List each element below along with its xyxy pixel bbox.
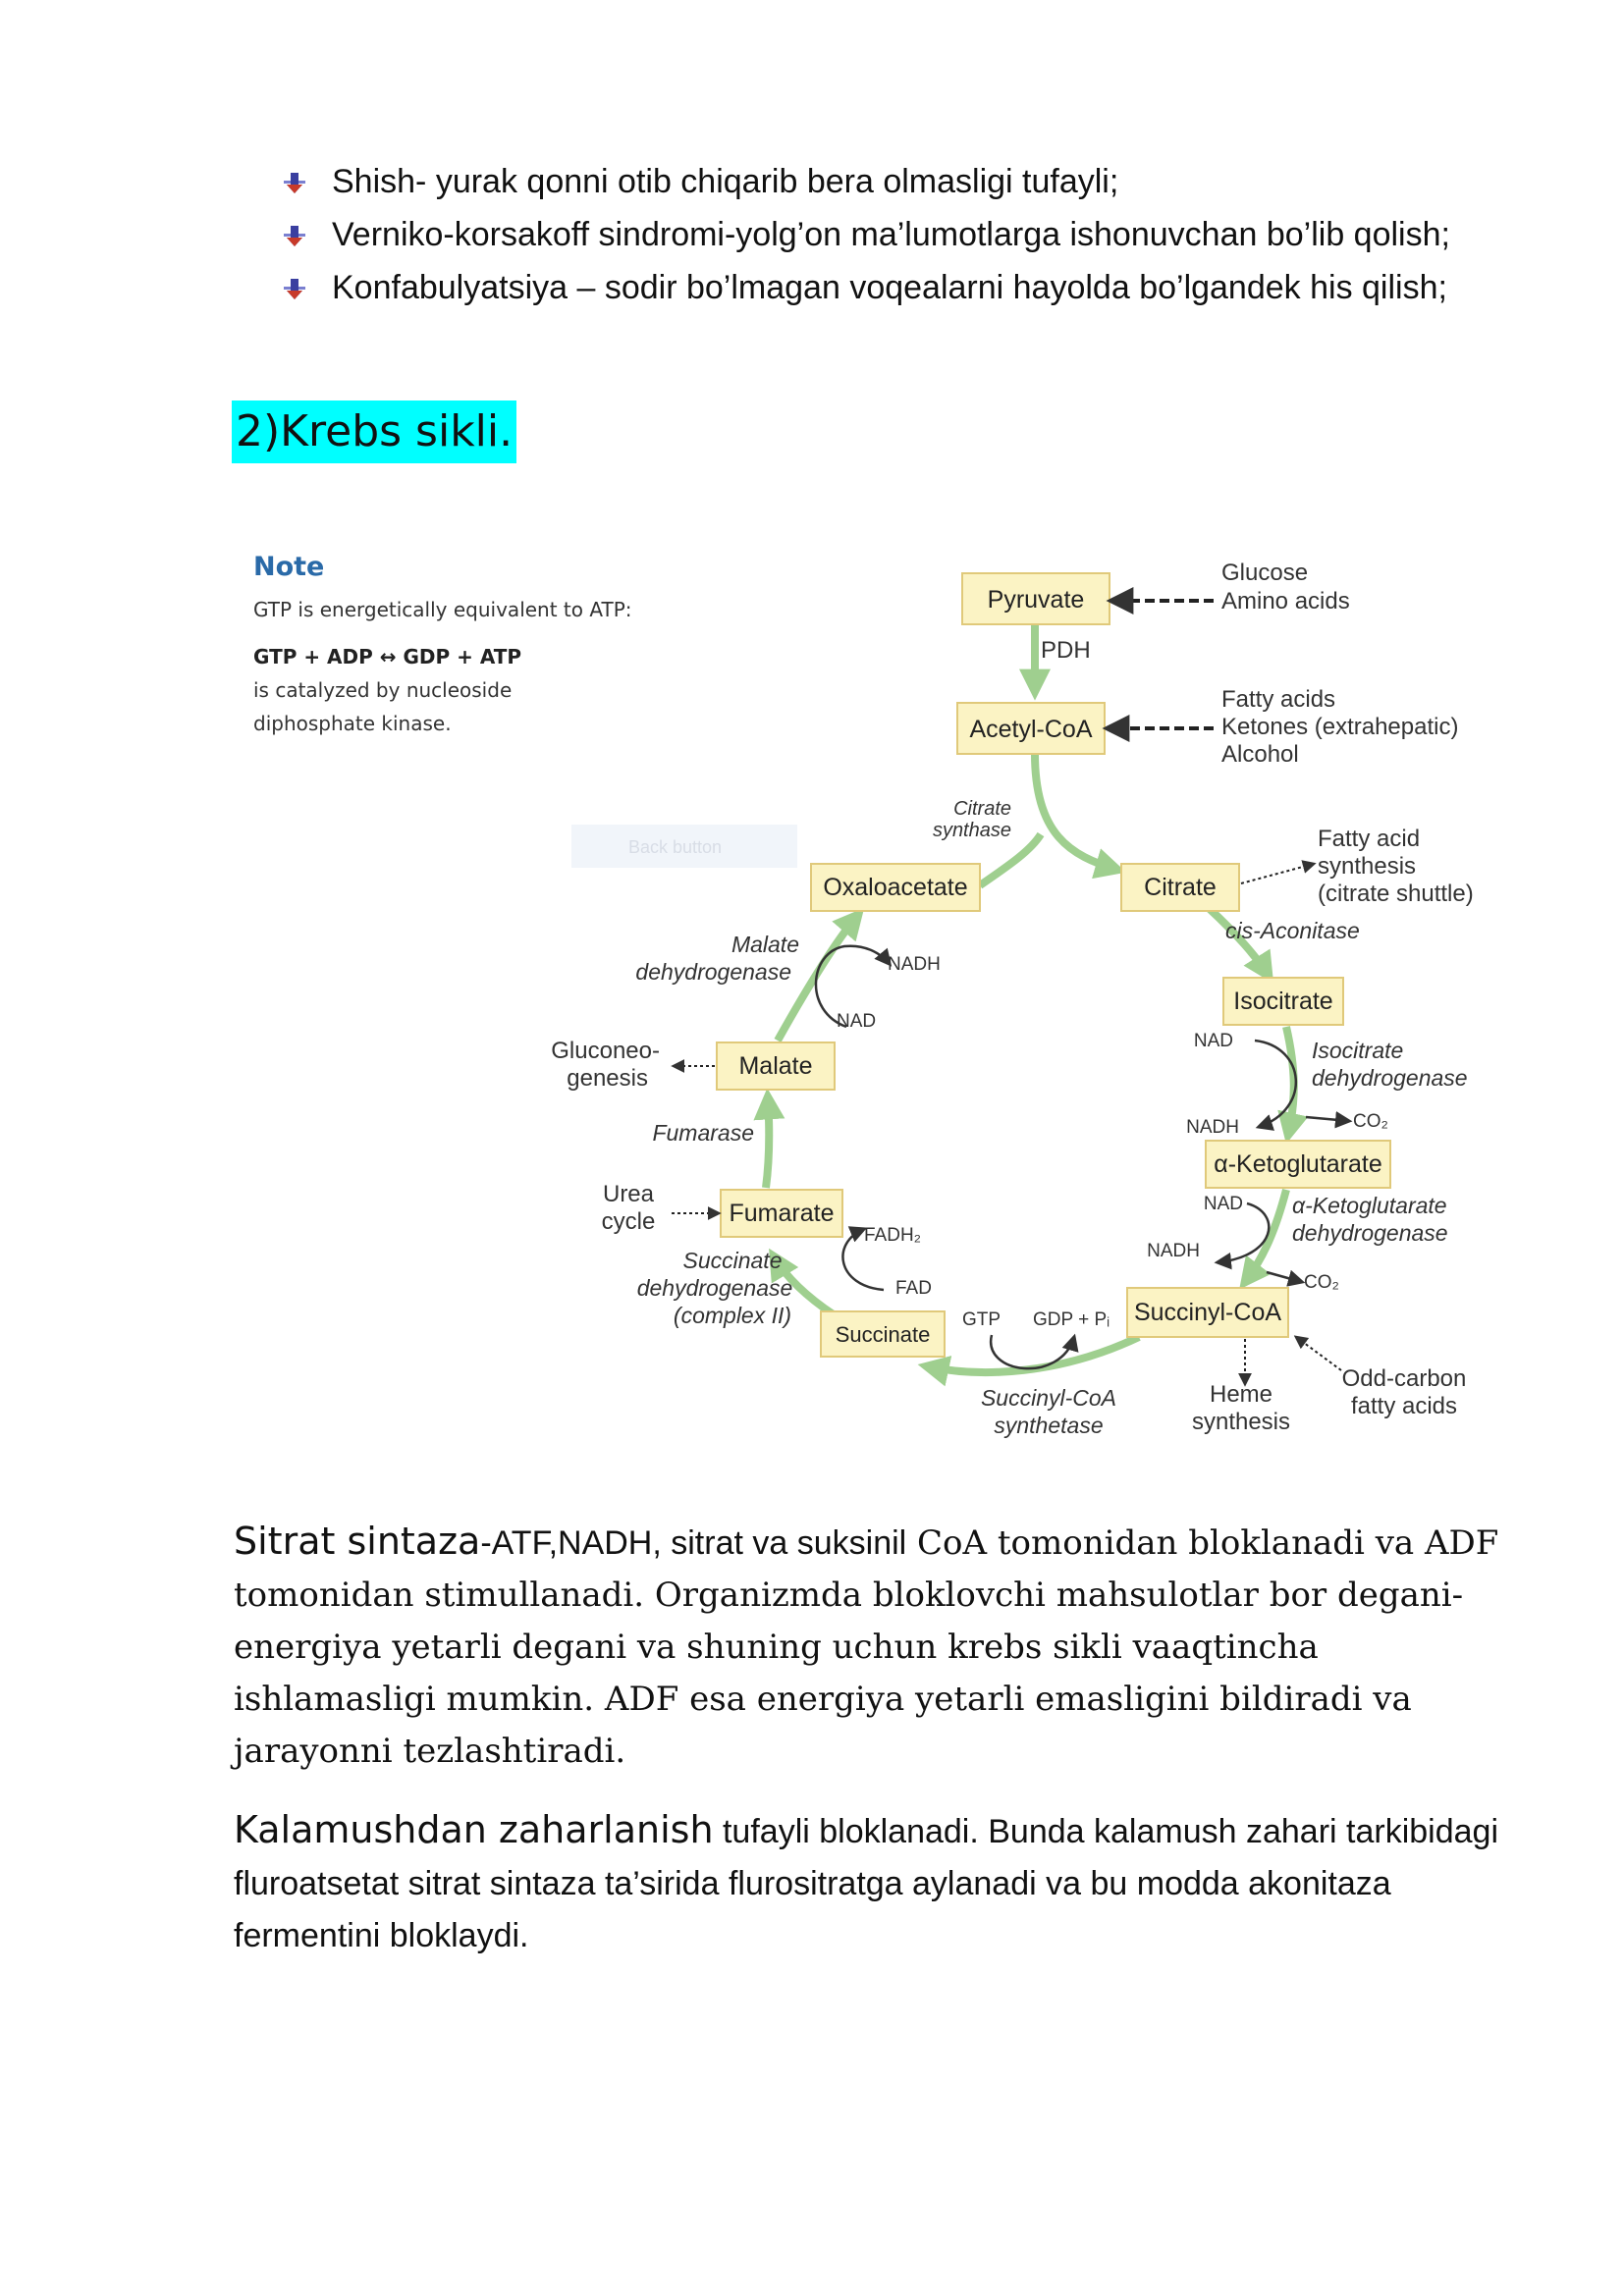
isocitrate-label: Isocitrate: [1233, 988, 1333, 1015]
section-heading: 2)Krebs sikli.: [232, 400, 516, 463]
isocitrate-nad-label: NAD: [1193, 1031, 1233, 1051]
alcohol-label: Alcohol: [1221, 741, 1299, 768]
succinyl-coa-synthetase-arrow: [927, 1337, 1139, 1372]
gdp-pi-label: GDP + Pᵢ: [1033, 1309, 1110, 1330]
fatty-acid-synthesis-label: synthesis: [1318, 853, 1417, 880]
pyruvate-label: Pyruvate: [987, 586, 1085, 614]
amino-acids-label: Amino acids: [1221, 588, 1350, 614]
back-button-label: Back button: [628, 837, 723, 857]
fatty-acid-synthesis-label: Fatty acid: [1318, 826, 1421, 852]
malate-dh-label: dehydrogenase: [635, 959, 791, 985]
krebs-cycle-figure: [232, 520, 1508, 1463]
citrate-label: Citrate: [1144, 874, 1217, 901]
urea-cycle-label: cycle: [601, 1208, 656, 1235]
arrow-down-bullet-icon: [283, 277, 306, 300]
paragraph-text: tufayli bloklanadi. Bunda kalamush zahari tarkibidagi fluroatsetat sitrat sintaza ta’sirida flurositratga aylanadi va bu modda akonitaza fermentini bloklaydi.: [234, 1813, 1498, 1954]
fatty-acids-label: Fatty acids: [1221, 686, 1336, 713]
odd-carbon-label: fatty acids: [1350, 1393, 1458, 1419]
bullet-text: Shish- yurak qonni otib chiqarib bera olmasligi tufayli;: [332, 163, 1119, 200]
fatty-acid-synthesis-label: (citrate shuttle): [1318, 881, 1474, 907]
succinyl-coa-label: Succinyl-CoA: [1133, 1299, 1282, 1326]
succinate-box: [821, 1311, 945, 1357]
akg-dh-label: dehydrogenase: [1292, 1220, 1448, 1246]
gtp-label: GTP: [962, 1309, 1001, 1330]
note-line: GTP is energetically equivalent to ATP:: [253, 598, 632, 621]
gluconeogenesis-label: genesis: [567, 1065, 648, 1092]
fadh2-label: FADH₂: [864, 1225, 922, 1246]
isocitrate-box: [1223, 978, 1343, 1025]
malate-label: Malate: [738, 1052, 813, 1080]
heme-synthesis-label: synthesis: [1191, 1409, 1291, 1435]
isocitrate-dh-label: Isocitrate: [1312, 1038, 1404, 1063]
fad-label: FAD: [895, 1278, 932, 1299]
arrow-down-bullet-icon: [283, 224, 306, 247]
note-title: Note: [253, 552, 325, 582]
krebs-cycle-diagram: [232, 520, 1508, 1463]
urea-cycle-label: Urea: [602, 1181, 655, 1207]
paragraph-lead: Kalamushdan zaharlanish: [234, 1808, 714, 1851]
isocitrate-co2-arrow: [1306, 1117, 1349, 1121]
citrate-synthase-paragraph: [234, 1516, 1510, 1778]
isocitrate-dh-label: dehydrogenase: [1312, 1065, 1468, 1091]
malate-nadh-label: NADH: [888, 954, 941, 975]
oxaloacetate-label: Oxaloacetate: [823, 874, 968, 901]
isocitrate-nadh-label: NADH: [1186, 1117, 1239, 1138]
paragraph-text: -ATF,NADH, sitrat va suksinil: [480, 1524, 907, 1562]
fumarate-label: Fumarate: [729, 1200, 835, 1227]
note-line: diphosphate kinase.: [253, 712, 452, 735]
pyruvate-box: [962, 573, 1110, 624]
citrate-synthase-arrow: [1035, 754, 1117, 870]
list-item: [283, 261, 1520, 314]
list-item: [283, 155, 1520, 208]
citrate-box: [1121, 864, 1239, 911]
succinate-dh-label: Succinate: [682, 1248, 783, 1273]
note-equation: GTP + ADP ↔ GDP + ATP: [253, 645, 522, 668]
succinyl-coa-synthetase-label: synthetase: [994, 1413, 1104, 1438]
citrate-synthase-label: synthase: [932, 820, 1011, 841]
isocitrate-dh-arrow: [1286, 1027, 1294, 1135]
heme-synthesis-label: Heme: [1209, 1381, 1273, 1408]
succinate-dh-label: dehydrogenase: [636, 1275, 793, 1301]
note-line: is catalyzed by nucleoside: [253, 678, 513, 702]
odd-carbon-arrow: [1296, 1337, 1341, 1370]
akg-nadh-label: NADH: [1147, 1241, 1200, 1261]
akg-co2-label: CO₂: [1304, 1272, 1339, 1293]
acetyl-coa-box: [957, 703, 1105, 754]
aketoglutarate-box: [1206, 1141, 1390, 1188]
akg-dh-label: α-Ketoglutarate: [1292, 1193, 1447, 1218]
list-item: [283, 208, 1520, 261]
citrate-shuttle-arrow: [1241, 864, 1314, 883]
bullet-list: [283, 155, 1520, 314]
oxaloacetate-arrow: [980, 834, 1041, 885]
oxaloacetate-box: [811, 864, 980, 911]
fumarase-label: Fumarase: [652, 1120, 754, 1146]
malate-dh-label: Malate: [731, 932, 799, 957]
ketones-label: Ketones (extrahepatic): [1221, 714, 1459, 740]
acetyl-coa-label: Acetyl-CoA: [969, 716, 1093, 743]
malate-nad-label: NAD: [837, 1011, 877, 1032]
paragraph-lead: Sitrat sintaza: [234, 1520, 481, 1563]
aketoglutarate-label: α-Ketoglutarate: [1214, 1150, 1382, 1178]
akg-co2-arrow: [1267, 1272, 1302, 1282]
succinyl-coa-synthetase-label: Succinyl-CoA: [980, 1385, 1117, 1411]
malate-box: [717, 1042, 835, 1090]
paragraph-text: CoA tomonidan bloklanadi va ADF tomonidan stimullanadi. Organizmda bloklovchi mahsulotlar bor degani-energiya yetarli degani va shuning uchun krebs sikli vaaqtincha ishlamasligi mumkin. ADF esa energiya yetarli emasligini bildiradi va jarayonni tezlashtiradi.: [234, 1523, 1499, 1771]
rat-poison-paragraph: [234, 1804, 1510, 1962]
succinate-label: Succinate: [835, 1322, 931, 1347]
succinyl-coa-box: [1127, 1288, 1288, 1337]
odd-carbon-label: Odd-carbon: [1341, 1365, 1467, 1392]
citrate-synthase-label: Citrate: [953, 798, 1011, 820]
cis-aconitase-label: cis-Aconitase: [1225, 918, 1360, 943]
fumarate-box: [721, 1190, 842, 1237]
glucose-label: Glucose: [1221, 560, 1309, 586]
bullet-text: Verniko-korsakoff sindromi-yolg’on ma’lumotlarga ishonuvchan bo’lib qolish;: [332, 216, 1450, 253]
gluconeogenesis-label: Gluconeo-: [551, 1038, 660, 1064]
bullet-text: Konfabulyatsiya – sodir bo’lmagan voqealarni hayolda bo’lgandek his qilish;: [332, 269, 1447, 306]
isocitrate-co2-label: CO₂: [1353, 1111, 1388, 1132]
pdh-label: PDH: [1041, 637, 1091, 664]
fumarase-arrow: [766, 1097, 769, 1188]
akg-nad-label: NAD: [1203, 1194, 1243, 1214]
arrow-down-bullet-icon: [283, 171, 306, 194]
succinate-dh-label: (complex II): [673, 1303, 792, 1328]
